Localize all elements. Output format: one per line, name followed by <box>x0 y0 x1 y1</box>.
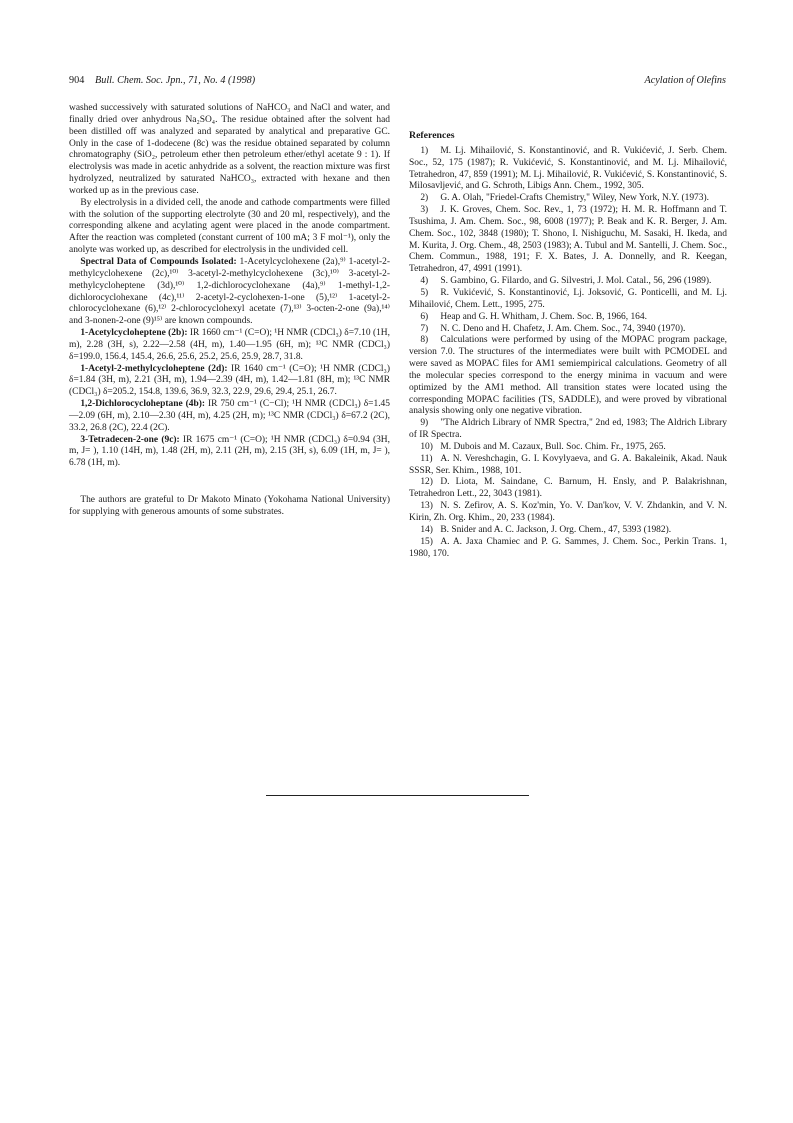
reference-item <box>409 525 727 537</box>
compound-9c-heading: 3-Tetradecen-2-one (9c): <box>80 434 180 445</box>
compound-2b <box>69 328 390 364</box>
compound-9c <box>69 435 390 471</box>
reference-number: 15) <box>420 536 433 547</box>
reference-item <box>409 146 727 193</box>
reference-text: D. Liota, M. Saindane, C. Barnum, H. Ensly, and P. Balakrishnan, Tetrahedron Lett., 22, 3043 (1981). <box>409 477 727 500</box>
reference-number: 8) <box>420 335 429 346</box>
reference-number: 12) <box>420 477 433 488</box>
reference-item <box>409 324 727 336</box>
reference-text: M. Lj. Mihailović, S. Konstantinović, and R. Vukićević, J. Serb. Chem. Soc., 52, 175 (1987); R. Vukićević, S. Konstantinović, and M. Lj. Mihailović, Tetrahedron, 47, 859 (1991); M. Lj. Mihailović, R. Vukićević, S. Konstantinović, S. Milosavljević, and G. Schroth, Libigs Ann. Chem., 1992, 305. <box>409 145 727 192</box>
reference-item <box>409 312 727 324</box>
running-title: Acylation of Olefins <box>644 75 726 86</box>
reference-number: 7) <box>420 323 429 334</box>
reference-text: N. C. Deno and H. Chafetz, J. Am. Chem. Soc., 74, 3940 (1970). <box>440 323 686 334</box>
reference-item <box>409 276 727 288</box>
references-column <box>409 130 727 560</box>
acknowledgment: The authors are grateful to Dr Makoto Minato (Yokohama National University) for supplying with generous amounts of some substrates. <box>69 495 390 517</box>
page-header <box>69 75 726 89</box>
reference-text: N. S. Zefirov, A. S. Koz'min, Yo. V. Dan'kov, V. V. Zhdankin, and V. N. Kirin, Zh. Org. Khim., 20, 233 (1984). <box>409 501 727 523</box>
reference-text: "The Aldrich Library of NMR Spectra," 2nd ed, 1983; The Aldrich Library of IR Spectra. <box>409 418 727 441</box>
compound-2d <box>69 364 390 400</box>
page-number: 904 <box>69 75 85 86</box>
reference-item <box>409 442 727 454</box>
compound-2b-text: IR 1660 cm⁻¹ (C=O); ¹H NMR (CDCl₃) δ=7.10 (1H, m), 2.28 (3H, s), 2.22—2.58 (4H, m), 1.40—1.95 (6H, m); ¹³C NMR (CDCl₃) δ=199.0, 156.4, 145.4, 26.6, 25.6, 25.2, 25.6, 25.9, 28.7, 31.8. <box>69 328 390 362</box>
reference-item <box>409 477 727 501</box>
reference-number: 2) <box>420 193 429 204</box>
reference-number: 13) <box>420 501 433 512</box>
reference-text: J. K. Groves, Chem. Soc. Rev., 1, 73 (1972); H. M. R. Hoffmann and T. Tsushima, J. Am. Chem. Soc., 98, 6008 (1977); P. Beak and K. R. Berger, J. Am. Chem. Soc., 102, 3848 (1980); T. Shono, I. Nishiguchu, M. Sasaki, H. Ikeda, and M. Kurita, J. Org. Chem., 48, 2503 (1983); A. Tubul and M. Santelli, J. Chem. Soc., Chem. Commun., 1988, 191; F. X. Bates, J. A. Donnelly, and R. Keegan, Tetrahedron, 47, 4991 (1991). <box>409 205 727 275</box>
reference-text: Heap and G. H. Whitham, J. Chem. Soc. B, 1966, 164. <box>440 311 647 322</box>
reference-number: 9) <box>420 418 429 429</box>
reference-number: 14) <box>420 524 433 535</box>
reference-number: 11) <box>420 453 433 464</box>
spectral-data-text: 1-Acetylcyclohexene (2a),⁹⁾ 1-acetyl-2-methylcyclohexene (2c),¹⁰⁾ 3-acetyl-2-methylcyclohexene (3c),¹⁰⁾ 3-acetyl-2-methylcycloheptene (3d),¹⁰⁾ 1,2-dichlorocyclohexane (4a),⁹⁾ 1-methyl-1,2-dichlorocyclohexane (4c),¹¹⁾ 2-acetyl-2-cyclohexen-1-one (5),¹²⁾ 1-acetyl-2-chlorocyclohexane (6),¹²⁾ 2-chlorocyclohexyl acetate (7),¹³⁾ 3-octen-2-one (9a),¹⁴⁾ and 3-nonen-2-one (9)¹⁵⁾ are known compounds. <box>69 256 391 327</box>
reference-item <box>409 418 727 442</box>
reference-item <box>409 205 727 276</box>
reference-text: M. Dubois and M. Cazaux, Bull. Soc. Chim. Fr., 1975, 265. <box>440 441 666 452</box>
divided-cell-paragraph: By electrolysis in a divided cell, the anode and cathode compartments were filled with the solution of the supporting electrolyte (30 and 20 ml, respectively), and the corresponding alkene and acylating agent were placed in the anode compartment. After the reaction was completed (constant current of 100 mA; 3 F mol⁻¹), only the anolyte was worked up, as described for electrolysis in the undivided cell. <box>69 197 390 256</box>
reference-item <box>409 288 727 312</box>
reference-number: 10) <box>420 441 433 452</box>
compound-4b-text: IR 750 cm⁻¹ (C−Cl); ¹H NMR (CDCl₃) δ=1.45—2.09 (6H, m), 2.10—2.30 (4H, m), 4.25 (2H, m); ¹³C NMR (CDCl₃) δ=67.2 (2C), 33.2, 26.8 (2C), 22.4 (2C). <box>69 399 390 433</box>
references-title: References <box>409 130 455 141</box>
reference-item <box>409 335 727 418</box>
reference-number: 3) <box>420 205 429 216</box>
reference-text: A. N. Vereshchagin, G. I. Kovylyaeva, and G. A. Bakaleinik, Akad. Nauk SSSR, Ser. Khim., 1988, 101. <box>409 453 727 476</box>
compound-2d-text: IR 1640 cm⁻¹ (C=O); ¹H NMR (CDCl₃) δ=1.84 (3H, m), 2.21 (3H, m), 1.94—2.39 (4H, m), 1.42—1.81 (8H, m); ¹³C NMR (CDCl₃) δ=205.2, 154.8, 139.6, 36.9, 32.3, 22.9, 29.6, 29.4, 25.1, 26.7. <box>69 363 390 398</box>
reference-number: 5) <box>420 287 429 298</box>
compound-9c-text: IR 1675 cm⁻¹ (C=O); ¹H NMR (CDCl₃) δ=0.94 (3H, m, J= ), 1.10 (14H, m), 1.48 (2H, m), 2.11 (2H, m), 2.15 (3H, s), 6.09 (1H, m, J= ), 6.78 (1H, m). <box>69 434 390 469</box>
experimental-paragraph: washed successively with saturated solutions of NaHCO₃ and NaCl and water, and finally dried over anhydrous Na₂SO₄. The residue obtained after the solvent had been distilled off was analyzed and separated by analytical and preparative GC. Only in the case of 1-dodecene (8c) was the residue obtained separated by column chromatography (SiO₂, petroleum ether then petroleum ether/ethyl acetate 9 : 1). If electrolysis was made in acetic anhydride as a solvent, the reaction mixture was first hydrolyzed, neutralized by saturated NaHCO₃, extracted with hexane and then worked up as in the previous case. <box>69 103 390 196</box>
reference-text: A. A. Jaxa Chamiec and P. G. Sammes, J. Chem. Soc., Perkin Trans. 1, 1980, 170. <box>409 536 727 559</box>
reference-item <box>409 537 727 561</box>
reference-item <box>409 193 727 205</box>
reference-text: S. Gambino, G. Filardo, and G. Silvestri, J. Mol. Catal., 56, 296 (1989). <box>440 276 712 287</box>
spectral-data-heading: Spectral Data of Compounds Isolated: <box>80 256 237 267</box>
reference-number: 4) <box>420 276 429 287</box>
compound-2b-heading: 1-Acetylcycloheptene (2b): <box>80 328 188 339</box>
left-column <box>69 103 390 519</box>
reference-number: 6) <box>420 311 429 322</box>
reference-text: B. Snider and A. C. Jackson, J. Org. Chem., 47, 5393 (1982). <box>440 524 672 535</box>
compound-2d-heading: 1-Acetyl-2-methylcycloheptene (2d): <box>80 363 228 374</box>
references-list <box>409 146 727 561</box>
reference-text: R. Vukićević, S. Konstantinović, Lj. Joksović, G. Ponticelli, and M. Lj. Mihailović, Chem. Lett., 1995, 275. <box>409 287 727 310</box>
reference-text: Calculations were performed by using of the MOPAC program package, version 7.0. The structures of the intermediates were built with PCMODEL and were saved as MOPAC files for AM1 semiempirical calculations. Geometry of all the molecular species correspond to the energy minima in vacuum and were optimized by the AM1 method. All transition states were located using the corresponding MOPAC facilities (TS, SADDLE), and were proved by vibrational analysis showing only one negative vibration. <box>409 335 727 417</box>
reference-text: G. A. Olah, "Friedel-Crafts Chemistry," Wiley, New York, N.Y. (1973). <box>440 193 709 204</box>
spectral-data-intro <box>69 257 390 328</box>
reference-number: 1) <box>420 145 429 156</box>
journal-citation: Bull. Chem. Soc. Jpn., 71, No. 4 (1998) <box>95 75 256 86</box>
reference-item <box>409 501 727 525</box>
end-rule <box>266 795 529 796</box>
reference-item <box>409 454 727 478</box>
compound-4b-heading: 1,2-Dichlorocycloheptane (4b): <box>80 399 205 410</box>
compound-4b <box>69 399 390 435</box>
